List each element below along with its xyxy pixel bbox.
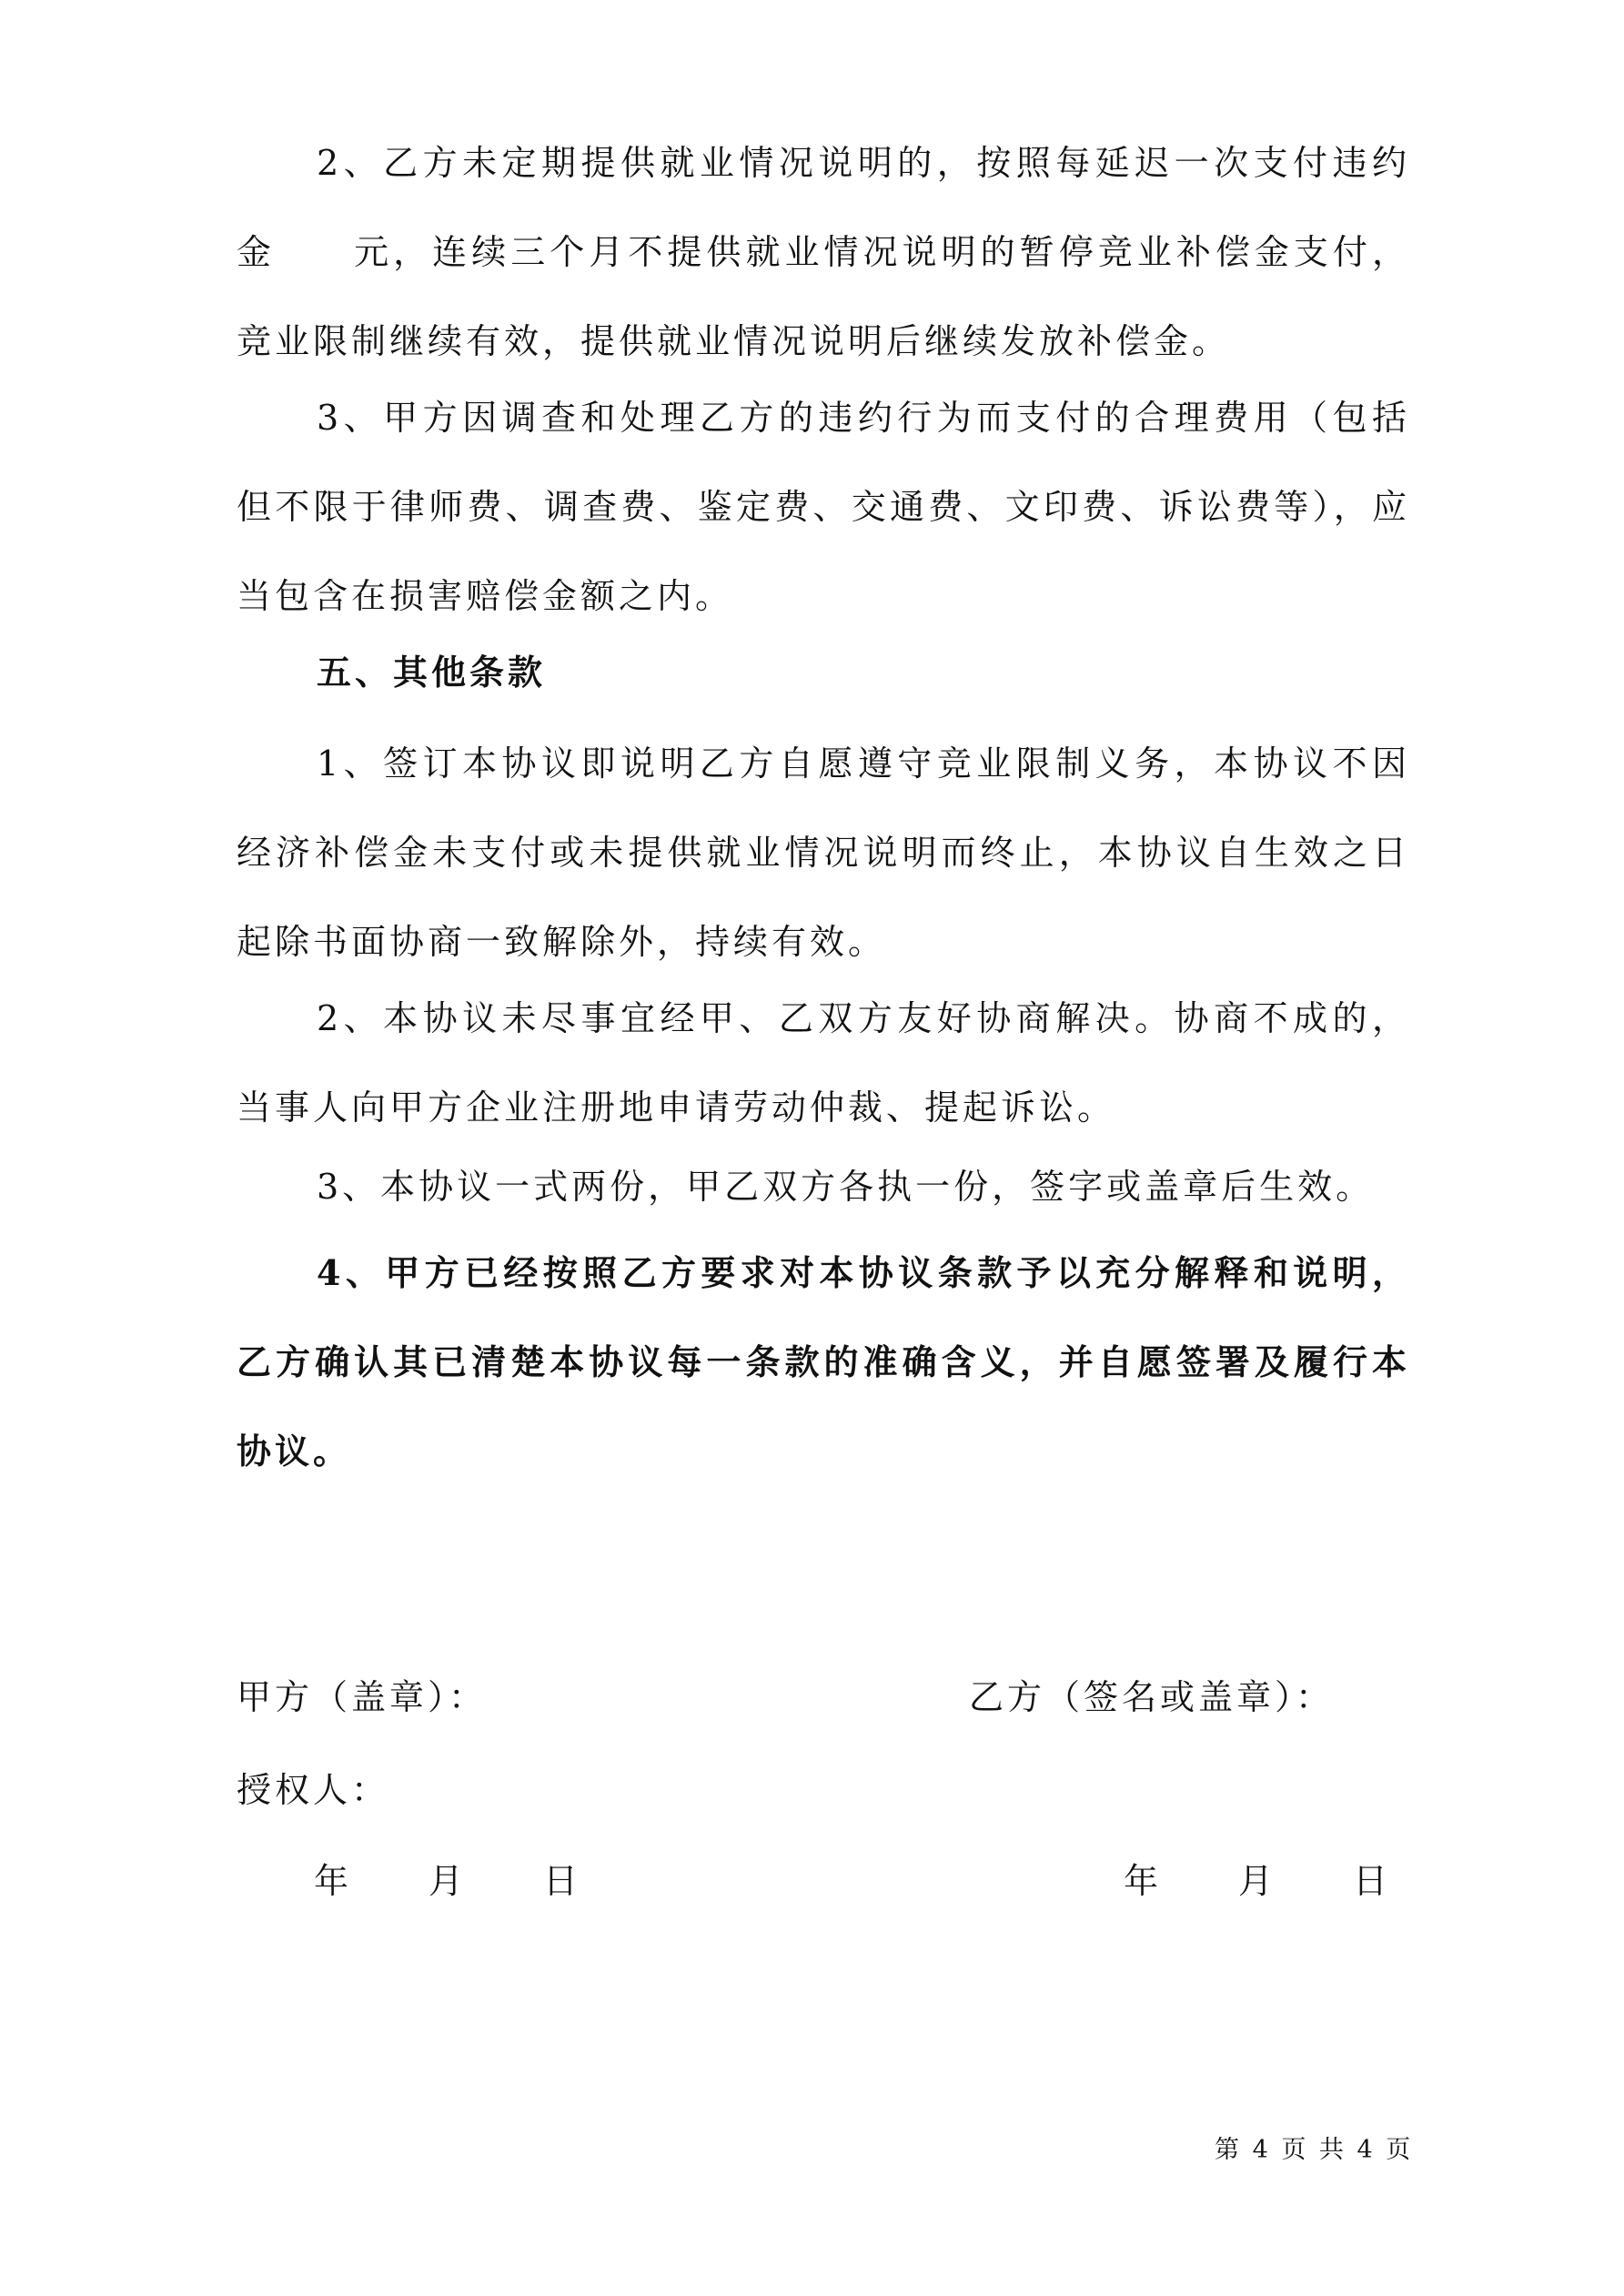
clause-5-2: 2、本协议未尽事宜经甲、乙双方友好协商解决。协商不成的，当事人向甲方企业注册地申请劳动仲裁、提起诉讼。	[237, 998, 1410, 1128]
clause-5-1: 1、签订本协议即说明乙方自愿遵守竞业限制义务，本协议不因经济补偿金未支付或未提供就业情况说明而终止，本协议自生效之日起除书面协商一致解除外，持续有效。	[237, 743, 1410, 962]
clause-5-3: 3、本协议一式两份，甲乙双方各执一份，签字或盖章后生效。	[317, 1167, 1375, 1207]
party-b-signature-label: 乙方（签名或盖章）：	[969, 1677, 1335, 1717]
party-a-seal-label: 甲方（盖章）：	[237, 1677, 488, 1717]
party-a-date: 年 月 日	[314, 1861, 582, 1901]
page-number: 第 4 页 共 4 页	[1215, 2136, 1414, 2164]
clause-4-2: 2、乙方未定期提供就业情况说明的，按照每延迟一次支付违约金 元，连续三个月不提供就业情况说明的暂停竞业补偿金支付，竞业限制继续有效，提供就业情况说明后继续发放补偿金。	[237, 143, 1410, 361]
section-5-heading: 五、其他条款	[317, 652, 547, 693]
clause-4-3: 3、甲方因调查和处理乙方的违约行为而支付的合理费用（包括但不限于律师费、调查费、鉴定费、交通费、文印费、诉讼费等），应当包含在损害赔偿金额之内。	[237, 398, 1410, 616]
authorized-person-label: 授权人：	[237, 1770, 390, 1810]
clause-5-4: 4、甲方已经按照乙方要求对本协议条款予以充分解释和说明，乙方确认其已清楚本协议每一条款的准确含义，并自愿签署及履行本协议。	[237, 1252, 1410, 1472]
party-b-date: 年 月 日	[1124, 1861, 1392, 1901]
